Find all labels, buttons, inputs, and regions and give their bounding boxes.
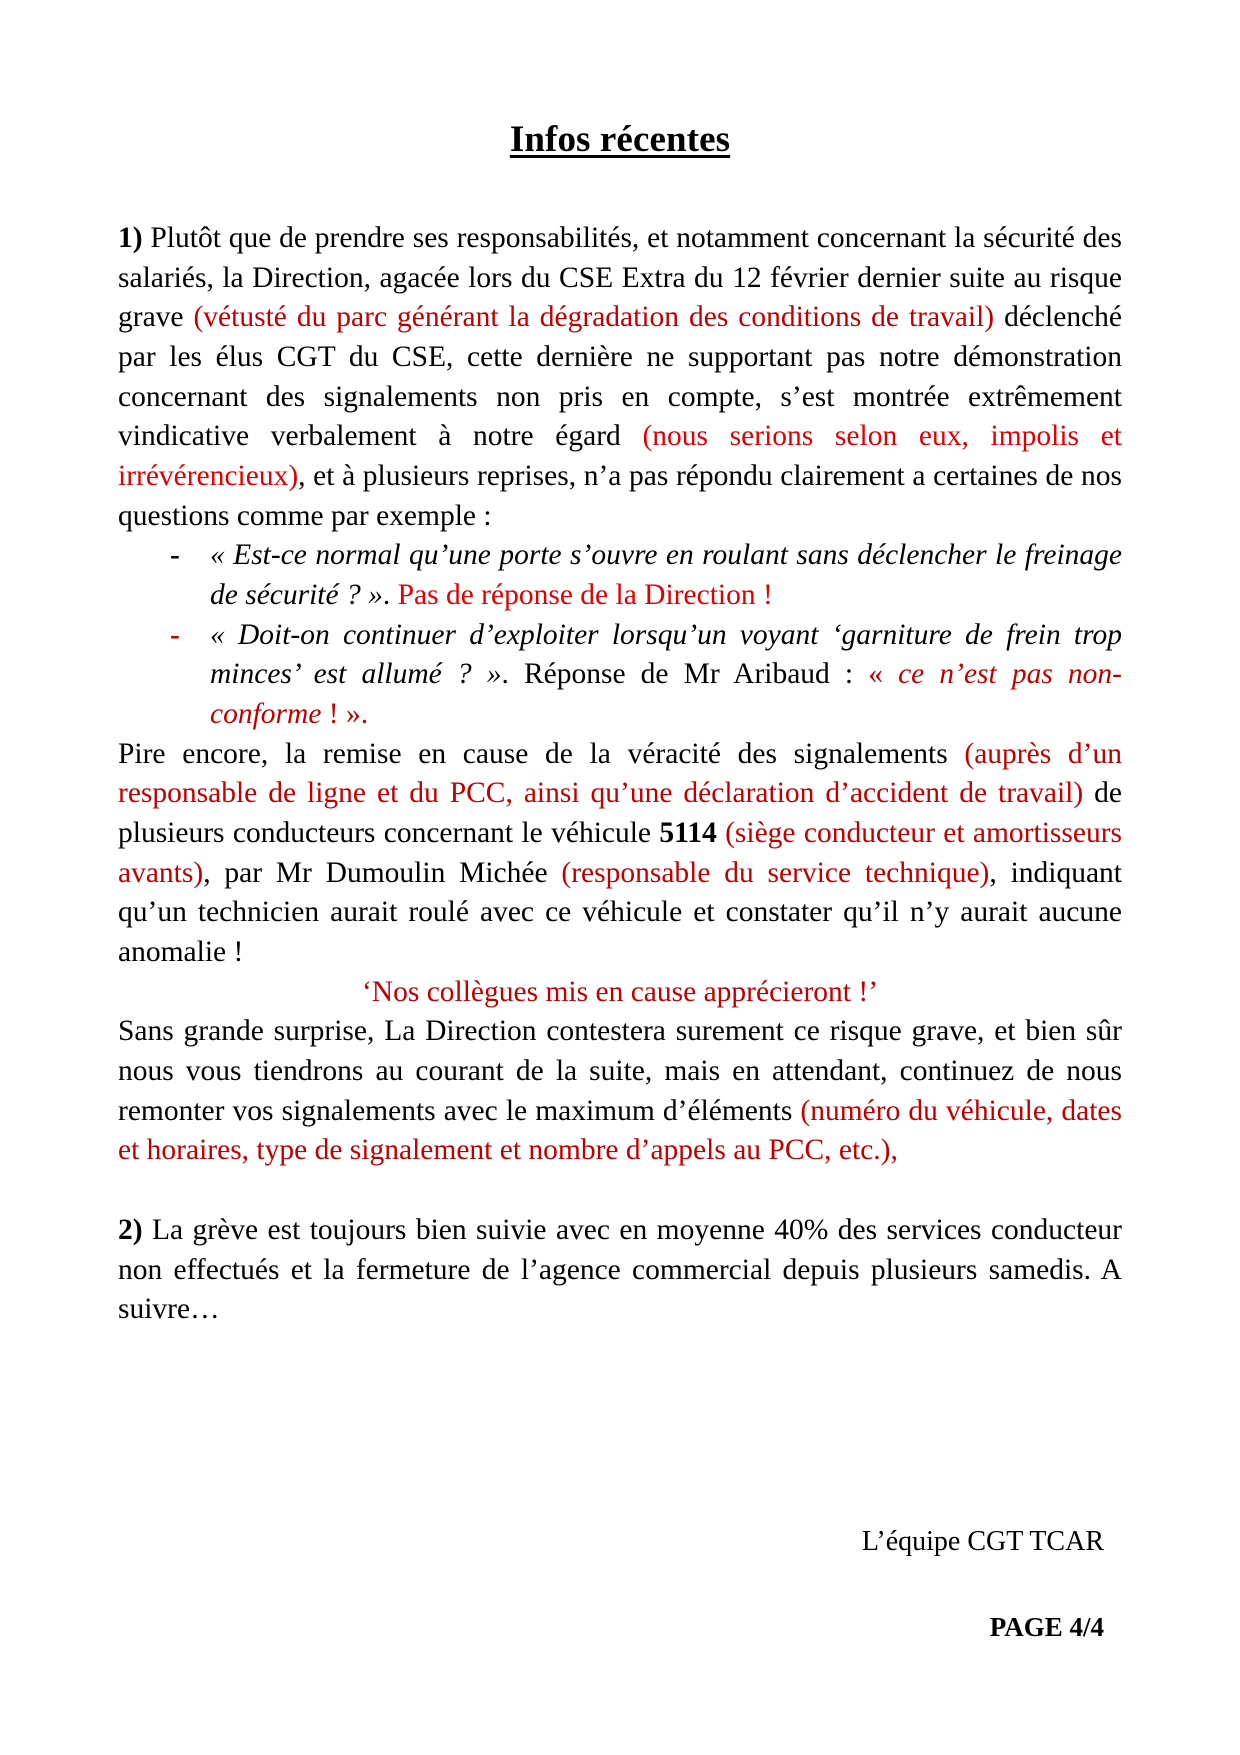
p1-red-1: (vétusté du parc générant la dégradation des conditions de travail) bbox=[193, 301, 995, 334]
paragraph-3 bbox=[118, 1012, 1122, 1171]
quote-red-open: « bbox=[868, 658, 899, 691]
footer bbox=[118, 1526, 1122, 1643]
page-title: Infos récentes bbox=[509, 119, 731, 160]
p1-red-2: (nous serions selon eux, impolis et irrévérencieux) bbox=[118, 420, 1122, 493]
p2-text-d: , par Mr Dumoulin Michée bbox=[203, 856, 562, 889]
p2-text-a: Pire encore, la remise en cause de la véracité des signalements bbox=[118, 737, 965, 770]
highlighted-quote: ‘Nos collègues mis en cause apprécieront !’ bbox=[361, 975, 879, 1008]
list-item bbox=[170, 536, 1122, 615]
quote-red-close: ! ». bbox=[321, 698, 369, 731]
p3-red-1: (numéro du véhicule, dates et horaires, type de signalement et nombre d’appels au PCC, etc.), bbox=[118, 1094, 1122, 1167]
quote-text: « Est-ce normal qu’une porte s’ouvre en roulant sans déclencher le freinage de sécurité ? » bbox=[210, 539, 1122, 612]
quote-text: « Doit-on continuer d’exploiter lorsqu’un voyant ‘garniture de frein trop minces’ est allumé ? » bbox=[210, 618, 1122, 691]
section-2-text: La grève est toujours bien suivie avec en moyenne 40% des services conducteur non effectués et la fermeture de l’agence commercial depuis plusieurs samedis. A suivre… bbox=[118, 1214, 1122, 1326]
signature-line: L’équipe CGT TCAR bbox=[861, 1526, 1104, 1557]
p2-text-b: de plusieurs conducteurs concernant le véhicule bbox=[118, 777, 1122, 850]
quote-after: . bbox=[382, 579, 398, 612]
p3-text-a: Sans grande surprise, La Direction contestera surement ce risque grave, et bien sûr nous vous tiendrons au courant de la suite, mais en attendant, continuez de nous remonter vos signalements avec le maximum d’éléments bbox=[118, 1015, 1122, 1127]
quote-red-italic: ce n’est pas non-conforme bbox=[210, 658, 1123, 731]
paragraph-2 bbox=[118, 735, 1122, 973]
p2-text-c bbox=[717, 817, 725, 849]
bullet-dash-icon: - bbox=[170, 618, 180, 651]
quote-red-tail: Pas de réponse de la Direction ! bbox=[397, 579, 773, 612]
list-item bbox=[170, 616, 1122, 735]
p1-text-c: , et à plusieurs reprises, n’a pas répondu clairement a certaines de nos questions comme par exemple : bbox=[118, 460, 1122, 532]
section-2-marker: 2) bbox=[118, 1214, 143, 1247]
paragraph-spacer bbox=[118, 1171, 1122, 1211]
p2-red-3: (responsable du service technique) bbox=[561, 856, 990, 889]
section-1-marker: 1) bbox=[118, 222, 143, 254]
p1-text-b: déclenché par les élus CGT du CSE, cette dernière ne supportant pas notre démonstration concernant des signalements non pris en compte, s’est montrée extrêmement vindicative verbalement à notre égard bbox=[118, 301, 1123, 453]
page-number: PAGE 4/4 bbox=[989, 1612, 1104, 1642]
bullet-dash-icon: - bbox=[170, 539, 180, 572]
p2-text-e: , indiquant qu’un technicien aurait roulé avec ce véhicule et constater qu’il n’y aurait aucune anomalie ! bbox=[118, 856, 1122, 969]
vehicle-number: 5114 bbox=[659, 817, 717, 850]
quote-after: . Réponse de Mr Aribaud : bbox=[501, 658, 869, 691]
paragraph-1 bbox=[118, 219, 1122, 536]
p2-red-1: (auprès d’un responsable de ligne et du PCC, ainsi qu’une déclaration d’accident de travail) bbox=[118, 737, 1122, 810]
p2-red-2: (siège conducteur et amortisseurs avants) bbox=[118, 817, 1123, 889]
question-list bbox=[118, 536, 1122, 734]
p1-text-a: Plutôt que de prendre ses responsabilités, et notamment concernant la sécurité des salariés, la Direction, agacée lors du CSE Extra du 12 février dernier suite au risque grave bbox=[118, 222, 1122, 334]
paragraph-4 bbox=[118, 1211, 1122, 1330]
